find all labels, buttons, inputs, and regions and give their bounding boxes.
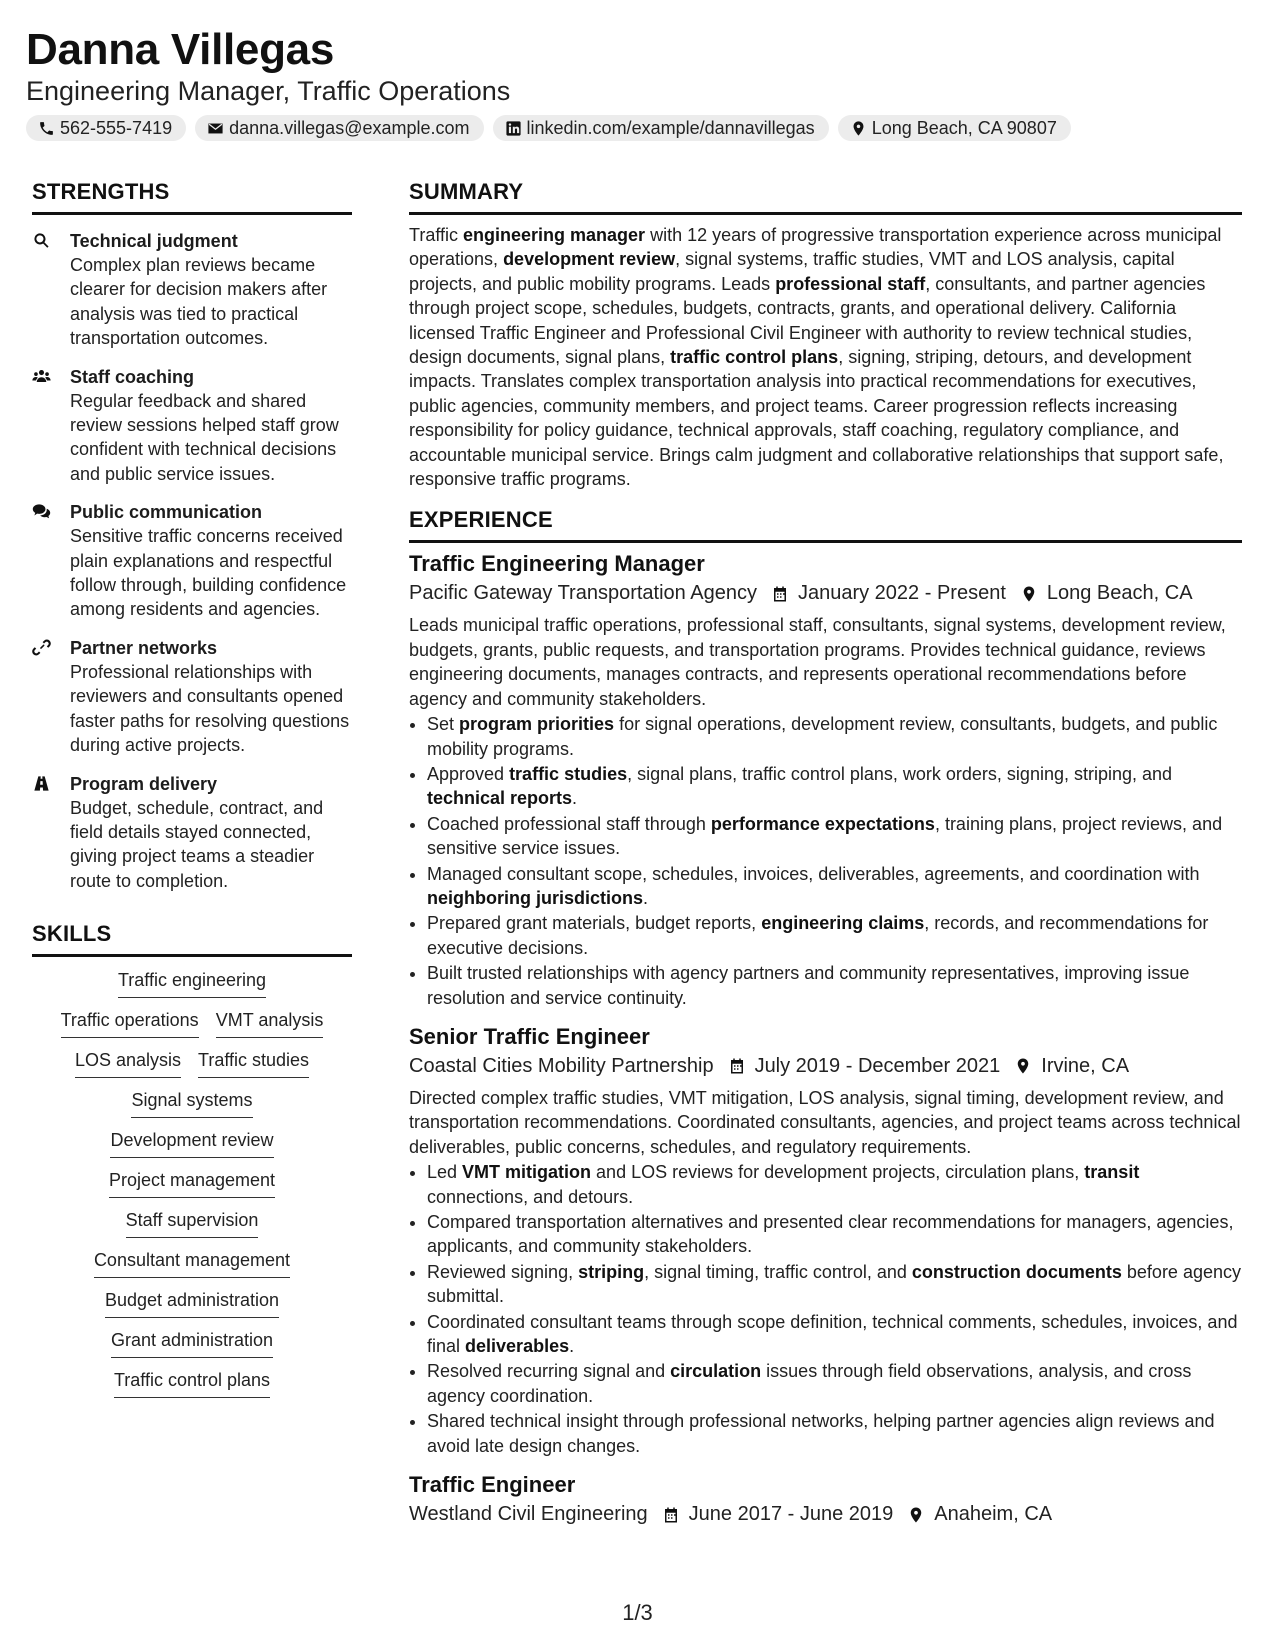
contact-phone-text: 562-555-7419 bbox=[60, 118, 173, 138]
bullet-item bbox=[427, 1210, 1242, 1259]
text-run: with 12 years of progressive transportation experience across municipal operations, bbox=[409, 225, 1222, 270]
strength-desc: Complex plan reviews became clearer for decision makers after analysis was tied to practical transportation outcomes. bbox=[70, 255, 328, 349]
bullet-item bbox=[427, 1310, 1242, 1359]
strength-item bbox=[32, 772, 352, 894]
text-run: Prepared grant materials, budget reports, bbox=[427, 913, 762, 934]
skills-heading: SKILLS bbox=[32, 919, 352, 957]
location-pin-icon bbox=[850, 120, 867, 137]
bullet-item bbox=[427, 1260, 1242, 1309]
bullet-item bbox=[427, 961, 1242, 1010]
location-pin-icon bbox=[1020, 585, 1038, 603]
job-bullets bbox=[409, 1160, 1242, 1458]
text-run: Compared transportation alternatives and presented clear recommendations for managers, agencies, applicants, and community stakeholders. bbox=[427, 1212, 1234, 1257]
strength-title: Technical judgment bbox=[70, 231, 238, 251]
skill-tag: Traffic engineering bbox=[118, 968, 266, 998]
text-run: and LOS reviews for development projects, circulation plans, bbox=[591, 1162, 1085, 1183]
summary-text bbox=[409, 223, 1242, 491]
text-run: Managed consultant scope, schedules, invoices, deliverables, agreements, and coordination with bbox=[427, 863, 1200, 884]
experience-heading: EXPERIENCE bbox=[409, 505, 1242, 543]
contact-bar bbox=[26, 115, 1249, 141]
users-icon bbox=[32, 367, 51, 386]
strengths-heading: STRENGTHS bbox=[32, 177, 352, 215]
text-run: connections, and detours. bbox=[427, 1186, 634, 1207]
strength-desc: Regular feedback and shared review sessions helped staff grow confident with technical decisions and public service issues. bbox=[70, 390, 339, 484]
skill-tag: Signal systems bbox=[131, 1088, 252, 1118]
contact-location-text: Long Beach, CA 90807 bbox=[871, 118, 1057, 138]
job-dates: July 2019 - December 2021 bbox=[754, 1054, 1001, 1077]
skill-tag: Budget administration bbox=[105, 1288, 279, 1318]
emphasis-text: traffic control plans bbox=[670, 347, 839, 368]
emphasis-text: performance expectations bbox=[710, 813, 935, 834]
text-run: Shared technical insight through professional networks, helping partner agencies align reviews and avoid late design changes. bbox=[427, 1411, 1215, 1456]
road-icon bbox=[32, 774, 51, 793]
contact-linkedin-text: linkedin.com/example/dannavillegas bbox=[526, 118, 815, 138]
bullet-item bbox=[427, 812, 1242, 861]
text-run: Reviewed signing, bbox=[427, 1261, 579, 1282]
right-column bbox=[409, 177, 1242, 1529]
text-run: Coached professional staff through bbox=[427, 813, 711, 834]
location-pin-icon bbox=[907, 1506, 925, 1524]
text-run: Approved bbox=[427, 763, 510, 784]
text-run: for signal operations, development review, consultants, budgets, and public mobility programs. bbox=[427, 714, 1218, 759]
emphasis-text: engineering claims bbox=[761, 913, 925, 934]
resume-header bbox=[26, 24, 1249, 141]
contact-email[interactable] bbox=[195, 115, 483, 141]
emphasis-text: program priorities bbox=[459, 714, 615, 735]
link-icon bbox=[32, 638, 51, 657]
calendar-icon bbox=[728, 1057, 746, 1075]
location-pin-icon bbox=[1014, 1057, 1032, 1075]
bullet-item bbox=[427, 712, 1242, 761]
linkedin-icon bbox=[505, 120, 522, 137]
text-run: , consultants, and partner agencies through project scope, schedules, budgets, contracts, grants, and operational delivery. California licensed Traffic Engineer and Professional Civil Engineer with authority to review technical studies, design documents, signal plans, bbox=[409, 273, 1206, 368]
page-number: 1/3 bbox=[622, 1600, 653, 1625]
job-title: Traffic Engineering Manager bbox=[409, 551, 705, 577]
contact-linkedin[interactable] bbox=[493, 115, 829, 141]
skill-tag: Project management bbox=[109, 1168, 275, 1198]
text-run: before agency submittal. bbox=[427, 1261, 1241, 1307]
skill-tag: Consultant management bbox=[94, 1248, 290, 1278]
job-entry bbox=[409, 1470, 1242, 1529]
bullet-item bbox=[427, 862, 1242, 911]
strength-desc: Sensitive traffic concerns received plain explanations and respectful follow through, building confidence among residents and agencies. bbox=[70, 526, 347, 620]
text-run: , signal plans, traffic control plans, work orders, signing, striping, and bbox=[627, 763, 1173, 784]
job-company: Westland Civil Engineering bbox=[409, 1503, 648, 1526]
text-run: Traffic bbox=[409, 225, 464, 245]
emphasis-text: traffic studies bbox=[509, 763, 628, 784]
emphasis-text: VMT mitigation bbox=[462, 1162, 592, 1183]
emphasis-text: striping bbox=[578, 1261, 645, 1282]
search-icon bbox=[32, 231, 51, 250]
text-run: , signal systems, traffic studies, VMT and LOS analysis, capital projects, and public mobility programs. Leads bbox=[409, 249, 1175, 294]
bullet-item bbox=[427, 911, 1242, 960]
text-run: issues through field observations, analysis, and cross agency coordination. bbox=[427, 1361, 1192, 1406]
text-run: Led bbox=[427, 1162, 463, 1183]
text-run: , signal timing, traffic control, and bbox=[644, 1261, 912, 1282]
skill-tag: VMT analysis bbox=[216, 1008, 324, 1038]
text-run: Set bbox=[427, 714, 460, 735]
emphasis-text: construction documents bbox=[911, 1261, 1122, 1282]
skill-tag: Grant administration bbox=[111, 1328, 273, 1358]
skill-tag: Development review bbox=[110, 1128, 273, 1158]
text-run: . bbox=[643, 887, 649, 908]
skill-tag: Traffic operations bbox=[61, 1008, 199, 1038]
job-entry bbox=[409, 549, 1242, 1010]
strength-item bbox=[32, 365, 352, 487]
emphasis-text: professional staff bbox=[775, 273, 926, 294]
job-title: Senior Traffic Engineer bbox=[409, 1023, 650, 1049]
job-company: Pacific Gateway Transportation Agency bbox=[409, 582, 757, 605]
strength-title: Staff coaching bbox=[70, 366, 195, 387]
text-run: Coordinated consultant teams through scope definition, technical comments, schedules, invoices, and final bbox=[427, 1311, 1238, 1357]
job-meta bbox=[409, 1052, 1242, 1081]
calendar-icon bbox=[662, 1506, 680, 1524]
bullet-item bbox=[427, 1409, 1242, 1458]
strength-desc: Budget, schedule, contract, and field details stayed connected, giving project teams a steadier route to completion. bbox=[70, 797, 324, 891]
skill-tag: Traffic studies bbox=[198, 1048, 309, 1078]
skill-tag: LOS analysis bbox=[75, 1048, 181, 1078]
emphasis-text: circulation bbox=[670, 1361, 762, 1382]
candidate-name: Danna Villegas bbox=[26, 25, 335, 74]
skills-list bbox=[32, 968, 352, 1398]
bullet-item bbox=[427, 762, 1242, 811]
contact-location bbox=[838, 115, 1071, 141]
emphasis-text: neighboring jurisdictions bbox=[427, 887, 643, 908]
job-location: Anaheim, CA bbox=[934, 1503, 1053, 1526]
job-meta bbox=[409, 1500, 1242, 1529]
strength-item bbox=[32, 229, 352, 351]
candidate-title: Engineering Manager, Traffic Operations bbox=[26, 76, 511, 106]
emphasis-text: development review bbox=[503, 249, 676, 270]
chat-bubbles-icon bbox=[32, 502, 51, 521]
strength-item bbox=[32, 500, 352, 622]
emphasis-text: engineering manager bbox=[463, 225, 646, 245]
job-company: Coastal Cities Mobility Partnership bbox=[409, 1054, 714, 1077]
job-bullets bbox=[409, 712, 1242, 1010]
job-title: Traffic Engineer bbox=[409, 1472, 576, 1498]
job-location: Long Beach, CA bbox=[1046, 582, 1193, 605]
job-location: Irvine, CA bbox=[1041, 1054, 1130, 1077]
job-entry bbox=[409, 1022, 1242, 1458]
calendar-icon bbox=[771, 585, 789, 603]
text-run: Built trusted relationships with agency partners and community representatives, improving issue resolution and service continuity. bbox=[427, 963, 1190, 1008]
strength-title: Partner networks bbox=[70, 637, 218, 658]
bullet-item bbox=[427, 1359, 1242, 1408]
phone-icon bbox=[38, 120, 55, 137]
strength-title: Program delivery bbox=[70, 773, 218, 794]
skill-tag: Traffic control plans bbox=[114, 1368, 270, 1398]
text-run: Resolved recurring signal and bbox=[427, 1361, 671, 1382]
job-description: Directed complex traffic studies, VMT mitigation, LOS analysis, signal timing, development review, and transportation recommendations. Coordinated consultants, agencies, and project teams across technical deliverables, public concerns, schedules, and regulatory requirements. bbox=[409, 1087, 1241, 1157]
strength-item bbox=[32, 636, 352, 758]
text-run: , signing, striping, detours, and development impacts. Translates complex transportation analysis into practical recommendations for executives, public agencies, community members, and project teams. Career progression reflects increasing responsibility for policy guidance, technical approvals, staff coaching, regulatory compliance, and accountable municipal service. Brings calm judgment and collaborative relationships that support safe, responsive traffic programs. bbox=[409, 347, 1224, 490]
skill-tag: Staff supervision bbox=[126, 1208, 259, 1238]
envelope-icon bbox=[207, 120, 224, 137]
left-column bbox=[32, 177, 352, 1398]
text-run: . bbox=[569, 1336, 575, 1357]
strength-desc: Professional relationships with reviewers and consultants opened faster paths for resolving questions during active projects. bbox=[70, 661, 350, 756]
emphasis-text: technical reports bbox=[427, 788, 573, 809]
summary-heading: SUMMARY bbox=[409, 177, 1242, 215]
emphasis-text: deliverables bbox=[465, 1336, 570, 1357]
emphasis-text: transit bbox=[1084, 1162, 1140, 1183]
text-run: . bbox=[572, 788, 578, 809]
contact-email-text: danna.villegas@example.com bbox=[229, 118, 470, 138]
bullet-item bbox=[427, 1160, 1242, 1209]
text-run: , training plans, project reviews, and sensitive service issues. bbox=[427, 813, 1223, 859]
strength-title: Public communication bbox=[70, 502, 263, 523]
job-meta bbox=[409, 579, 1242, 608]
contact-phone[interactable] bbox=[26, 115, 186, 141]
job-description: Leads municipal traffic operations, professional staff, consultants, signal systems, development review, budgets, grants, public requests, and transportation programs. Provides technical guidance, reviews engineering documents, manages contracts, and represents operational recommendations before agency and community stakeholders. bbox=[409, 615, 1226, 709]
job-dates: January 2022 - Present bbox=[797, 582, 1006, 605]
job-dates: June 2017 - June 2019 bbox=[688, 1503, 894, 1526]
text-run: , records, and recommendations for executive decisions. bbox=[427, 913, 1209, 958]
